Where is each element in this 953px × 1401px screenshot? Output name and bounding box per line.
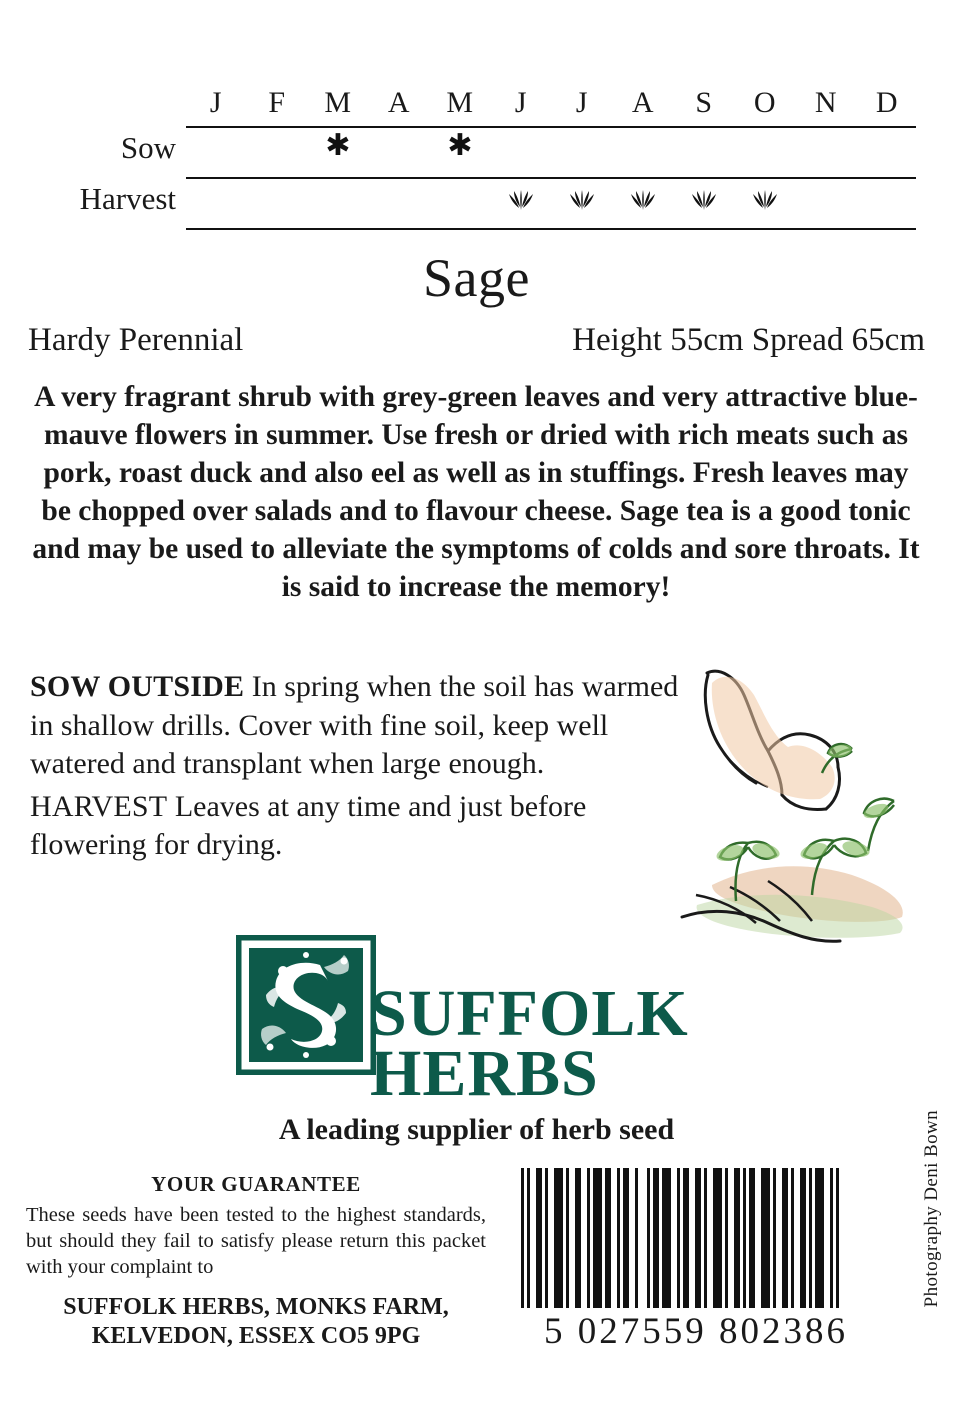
harvest-instruction-lead: HARVEST bbox=[30, 789, 168, 823]
harvest-leaf-icon bbox=[491, 181, 551, 211]
barcode bbox=[521, 1168, 871, 1353]
harvest-leaf-icon bbox=[674, 181, 734, 211]
harvest-instruction bbox=[30, 788, 690, 865]
calendar-row-label-sow: Sow bbox=[120, 130, 176, 165]
month-label-apr: A bbox=[387, 86, 411, 119]
month-label-dec: D bbox=[875, 86, 899, 119]
month-label-feb: F bbox=[268, 86, 286, 119]
sow-asterisk-icon: ✱ bbox=[447, 129, 473, 162]
barcode-bars bbox=[521, 1168, 871, 1308]
harvest-leaf-icon bbox=[735, 181, 795, 211]
plant-type-label: Hardy Perennial bbox=[28, 322, 244, 358]
month-label-jul: J bbox=[575, 86, 589, 119]
page-title: Sage bbox=[423, 248, 530, 308]
month-label-aug: A bbox=[631, 86, 655, 119]
growing-instructions bbox=[30, 668, 690, 865]
brand-logo bbox=[236, 935, 716, 1110]
month-label-may: M bbox=[446, 86, 474, 119]
calendar-divider-bottom bbox=[186, 228, 916, 230]
sow-instruction-lead: SOW OUTSIDE bbox=[30, 670, 245, 703]
plant-size-label: Height 55cm Spread 65cm bbox=[572, 322, 925, 358]
month-label-jan: J bbox=[209, 86, 223, 119]
month-label-nov: N bbox=[814, 86, 838, 119]
company-address-line1: SUFFOLK HERBS, MONKS FARM, bbox=[63, 1294, 449, 1320]
guarantee-block bbox=[26, 1172, 486, 1351]
sow-instruction bbox=[30, 668, 690, 784]
sow-instruction-text: In spring when the soil has warmed in shallow drills. Cover with fine soil, keep well watered and transplant when large enough. bbox=[30, 670, 679, 780]
company-address-line2: KELVEDON, ESSEX CO5 9PG bbox=[91, 1323, 421, 1349]
harvest-instruction-text: Leaves at any time and just before flowering for drying. bbox=[30, 789, 587, 861]
month-label-oct: O bbox=[753, 86, 777, 119]
logo-text-herbs: HERBS bbox=[370, 1037, 599, 1110]
suffolk-herbs-emblem-icon bbox=[236, 935, 376, 1075]
month-label-jun: J bbox=[514, 86, 528, 119]
calendar-month-headers bbox=[186, 86, 916, 126]
sow-harvest-calendar bbox=[0, 86, 953, 228]
logo-text-suffolk: SUFFOLK bbox=[370, 977, 689, 1050]
harvest-leaf-icon bbox=[552, 181, 612, 211]
calendar-row-sow bbox=[36, 126, 916, 177]
calendar-row-label-harvest: Harvest bbox=[79, 181, 176, 216]
barcode-number: 5 027559 802386 bbox=[544, 1311, 848, 1352]
harvest-leaf-icon bbox=[613, 181, 673, 211]
sow-asterisk-icon: ✱ bbox=[325, 129, 351, 162]
photo-credit: Photography Deni Bown bbox=[921, 1110, 942, 1308]
calendar-row-harvest bbox=[36, 177, 916, 228]
month-label-mar: M bbox=[324, 86, 352, 119]
company-address bbox=[26, 1293, 486, 1351]
brand-tagline: A leading supplier of herb seed bbox=[278, 1113, 675, 1146]
month-label-sep: S bbox=[695, 86, 713, 119]
planting-hand-illustration bbox=[672, 655, 930, 955]
plant-attributes bbox=[28, 322, 925, 359]
plant-description: A very fragrant shrub with grey-green leaves and very attractive blue-mauve flowers in summer. Use fresh or dried with rich meats such as pork, roast duck and also eel as well as in stuffings. Fresh leaves may be chopped over salads and to flavour cheese. Sage tea is a good tonic and may be used to alleviate the symptoms of colds and sore throats. It is said to increase the memory! bbox=[32, 381, 920, 603]
guarantee-title: YOUR GUARANTEE bbox=[151, 1172, 361, 1196]
guarantee-body: These seeds have been tested to the highest standards, but should they fail to satisfy please return this packet with your complaint to bbox=[26, 1204, 486, 1278]
